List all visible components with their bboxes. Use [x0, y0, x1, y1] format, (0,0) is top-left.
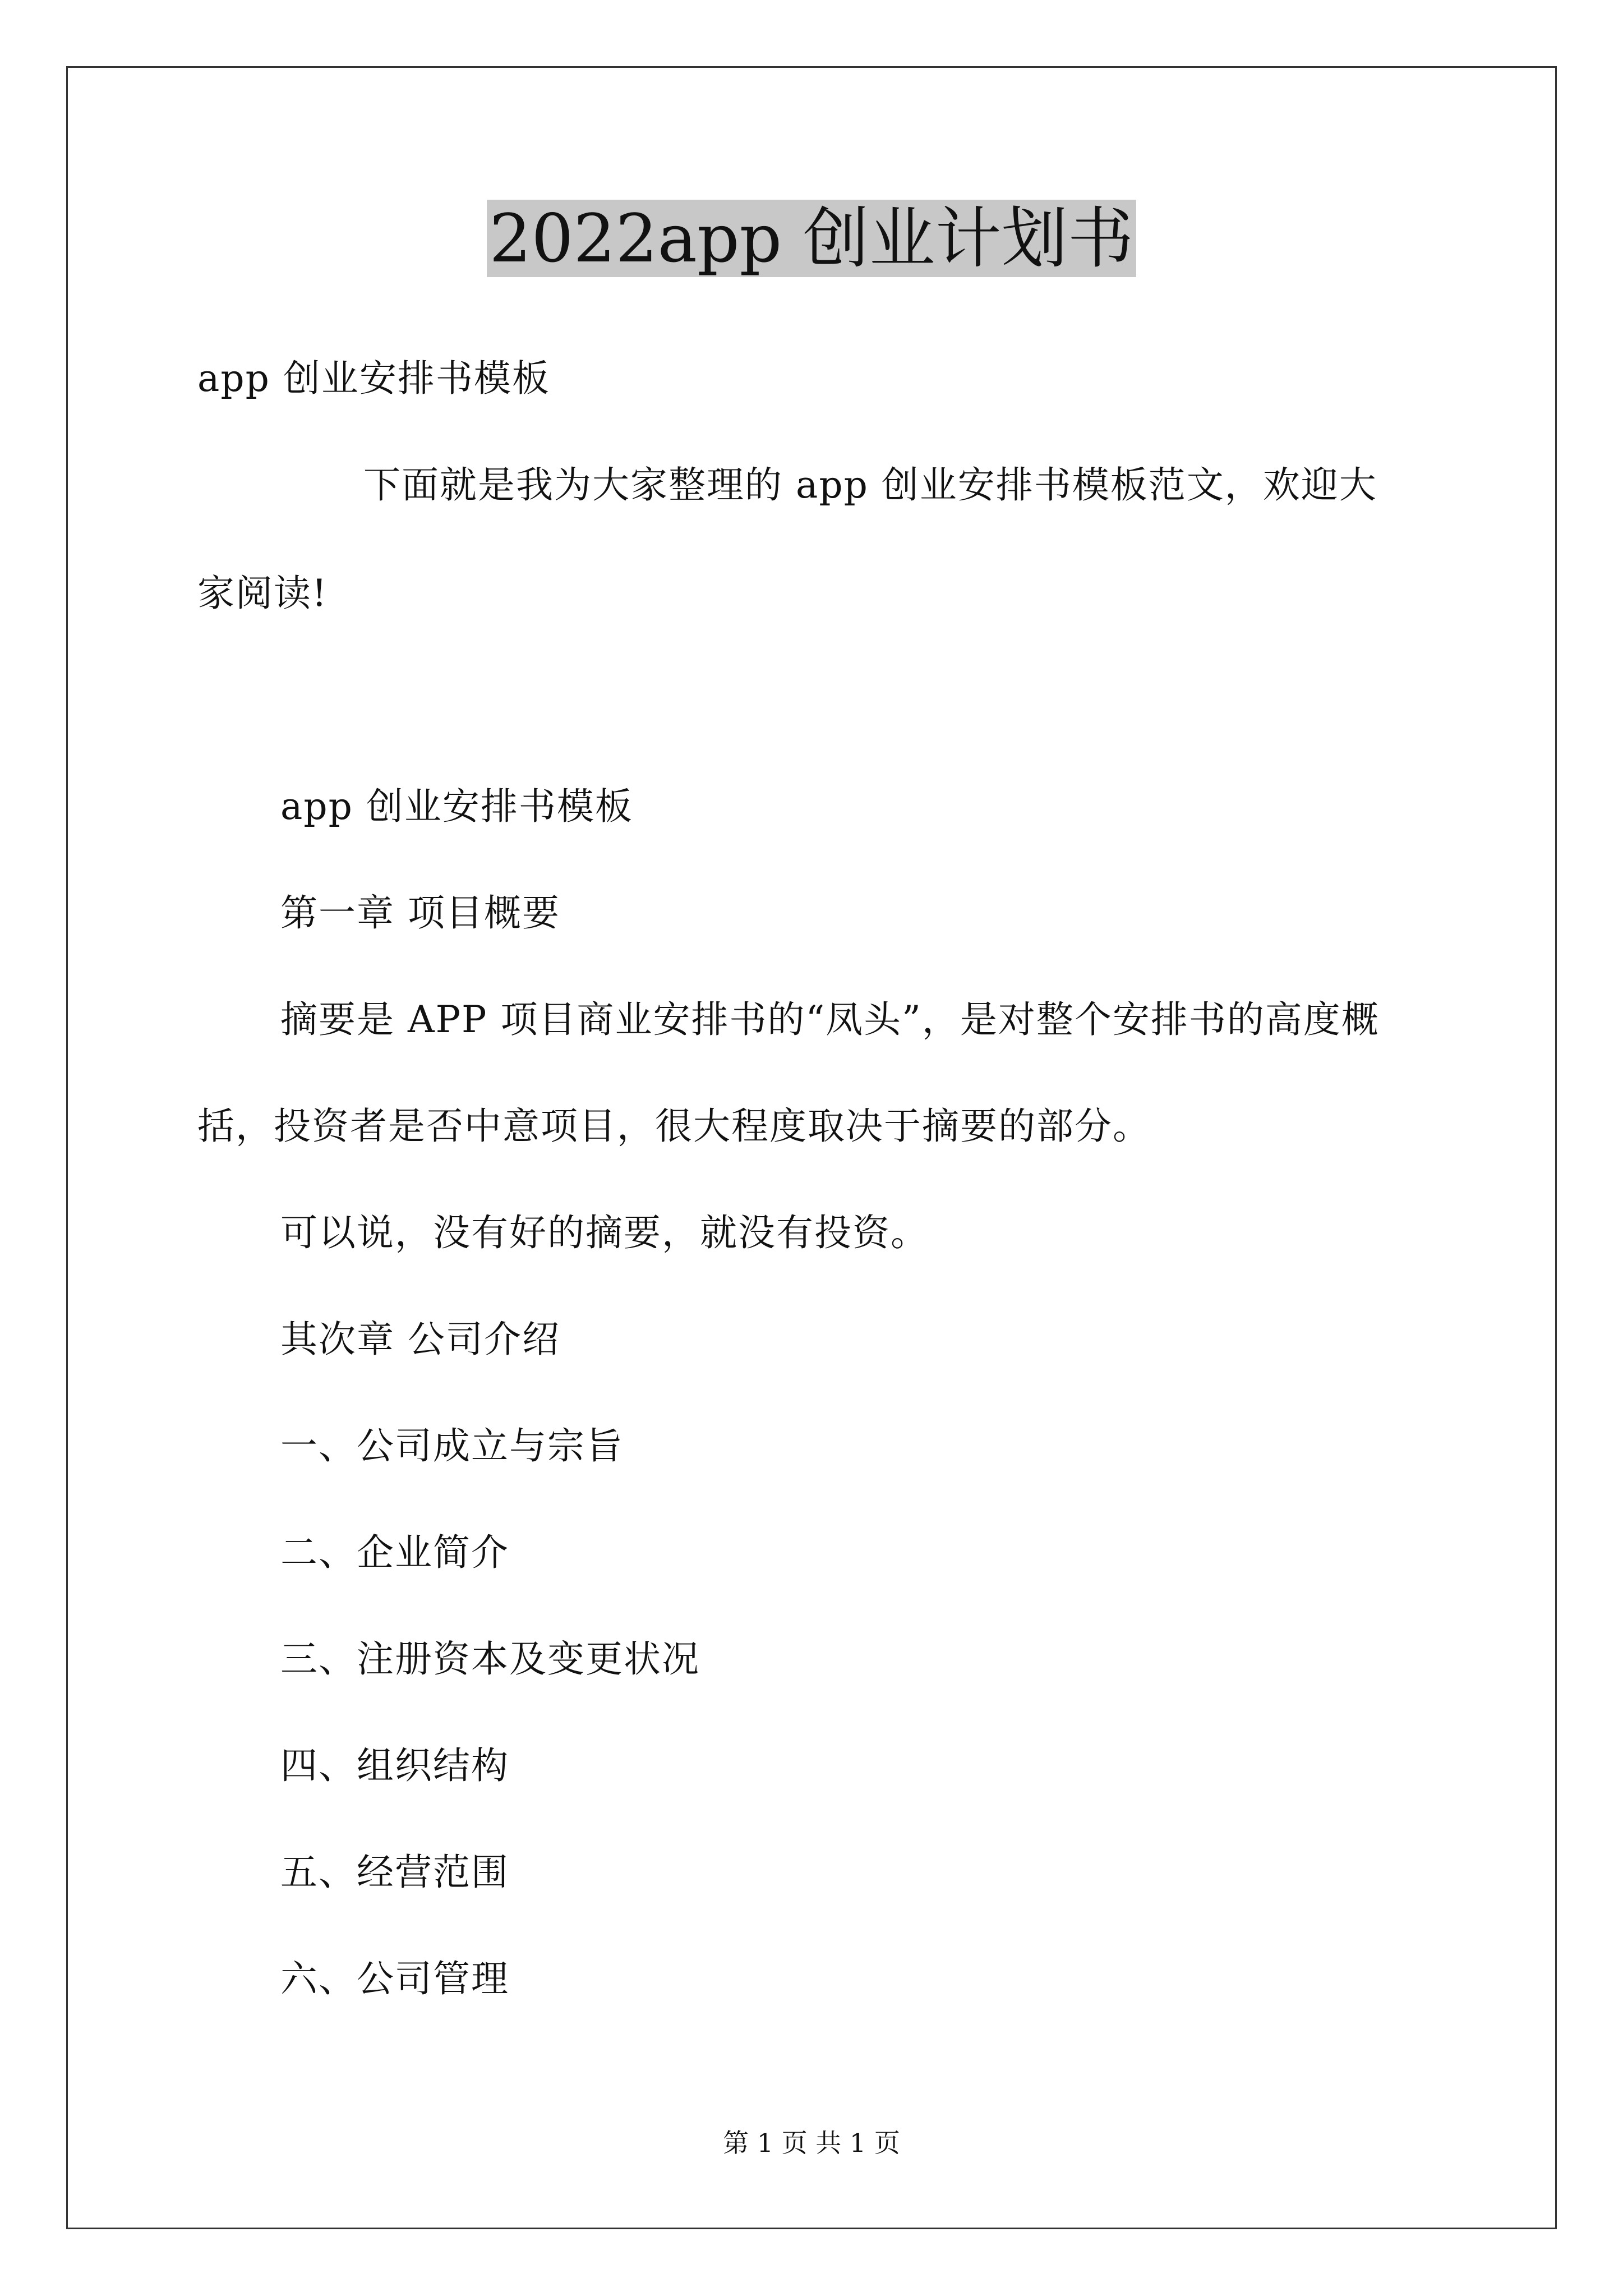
list-item: 一、公司成立与宗旨 [280, 1424, 624, 1467]
paragraph-intro-line1: 下面就是我为大家整理的 app 创业安排书模板范文，欢迎大 [363, 463, 1377, 507]
list-item: 二、企业简介 [280, 1531, 509, 1574]
chapter-two-heading: 其次章 公司介绍 [280, 1318, 560, 1361]
chapter-one-heading: 第一章 项目概要 [280, 891, 560, 935]
list-item: 四、组织结构 [280, 1744, 509, 1787]
paragraph-template-heading: app 创业安排书模板 [280, 785, 633, 828]
list-item: 五、经营范围 [280, 1851, 509, 1894]
page-footer: 第 1 页 共 1 页 [723, 2128, 900, 2158]
paragraph-summary-line2: 括，投资者是否中意项目，很大程度取决于摘要的部分。 [197, 1105, 1151, 1148]
list-item: 三、注册资本及变更状况 [280, 1637, 700, 1681]
list-item: 六、公司管理 [280, 1957, 509, 2000]
paragraph-intro-line2: 家阅读! [197, 572, 328, 615]
document-title [0, 196, 1623, 280]
document-title-text: 2022app 创业计划书 [487, 200, 1136, 277]
paragraph-subtitle: app 创业安排书模板 [197, 357, 550, 400]
paragraph-summary-line1: 摘要是 APP 项目商业安排书的“凤头”，是对整个安排书的高度概 [280, 998, 1380, 1041]
paragraph-summary-note: 可以说，没有好的摘要，就没有投资。 [280, 1211, 929, 1254]
